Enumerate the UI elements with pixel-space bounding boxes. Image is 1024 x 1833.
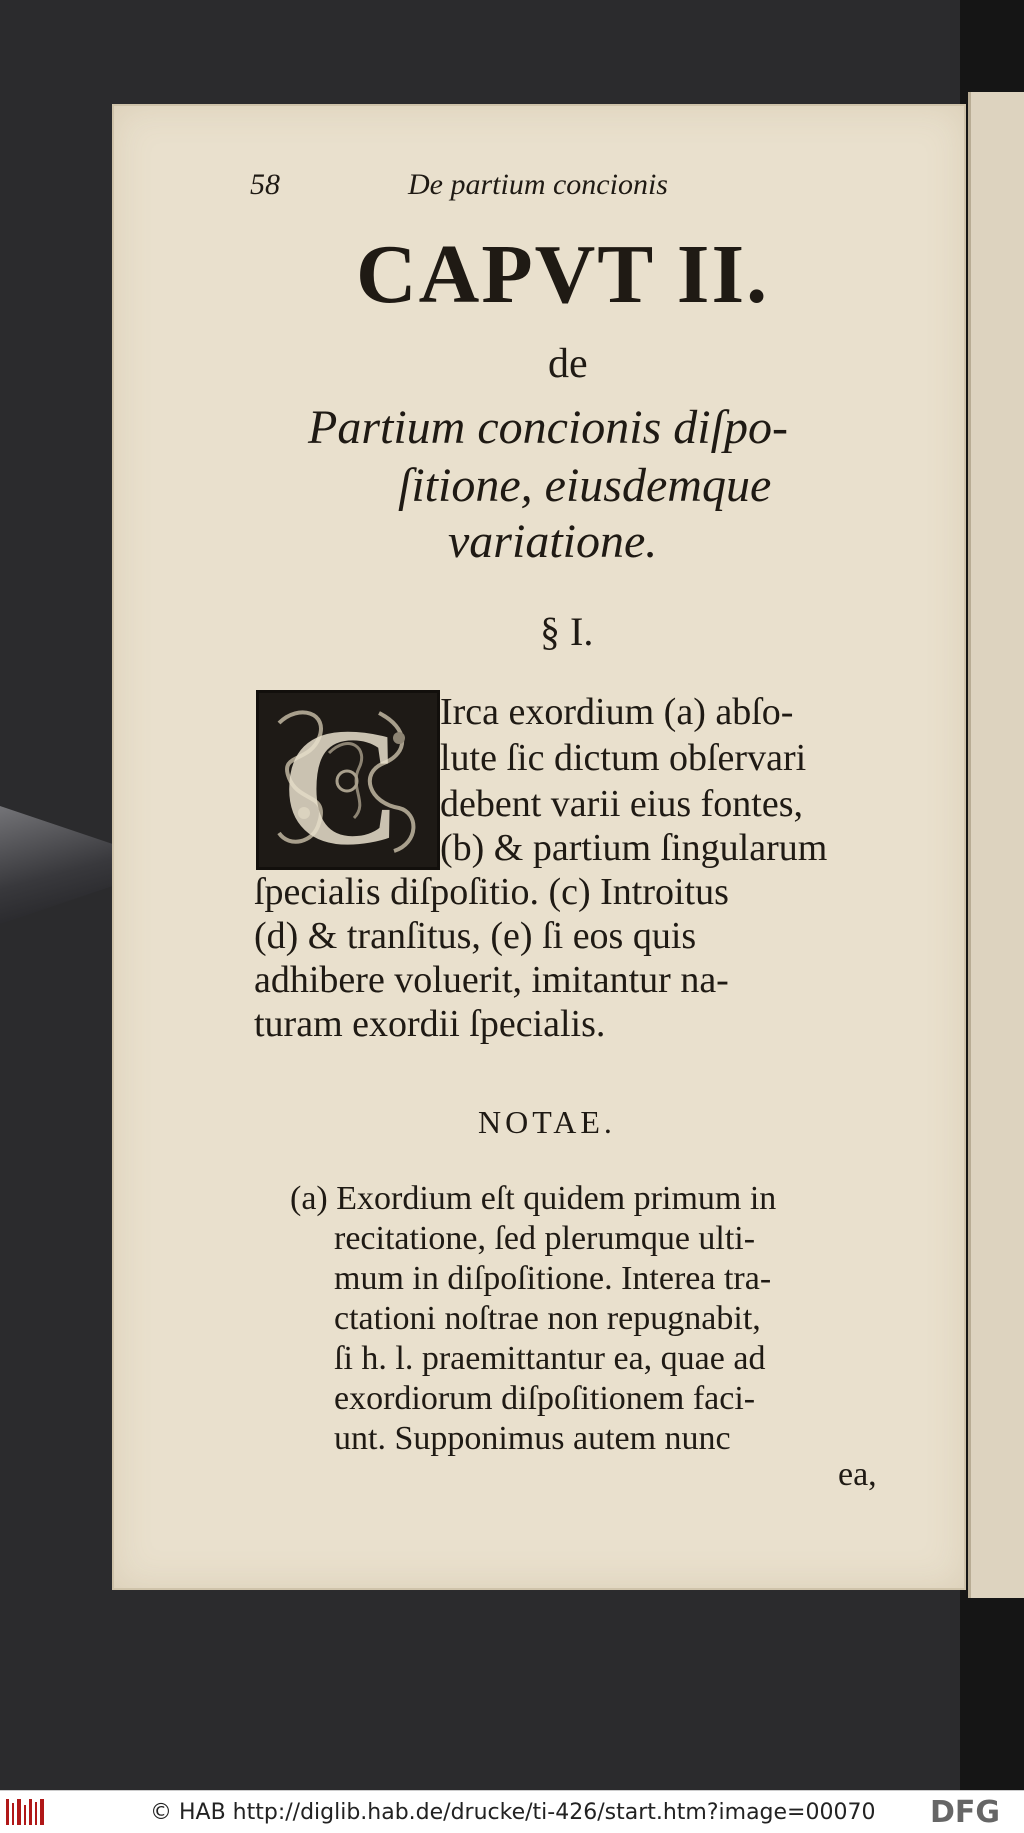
note-line: (a) Exordium eſt quidem primum in — [290, 1180, 777, 1217]
body-line: Irca exordium (a) abſo- — [440, 691, 794, 733]
body-line: ſpecialis diſpoſitio. (c) Introitus — [254, 871, 729, 913]
note-line: exordiorum diſpoſitionem faci- — [334, 1380, 756, 1417]
body-line: turam exordii ſpecialis. — [254, 1003, 606, 1045]
initial-letter: C — [281, 694, 403, 867]
note-line: recitatione, ſed plerumque ulti- — [334, 1220, 756, 1257]
notes-heading: NOTAE. — [478, 1104, 616, 1140]
note-line: unt. Supponimus autem nunc — [334, 1420, 731, 1457]
body-line: (d) & tranſitus, (e) ſi eos quis — [254, 915, 697, 957]
facing-page-edge — [968, 92, 1024, 1598]
hab-barcode-icon — [6, 1799, 46, 1825]
note-line: ctationi noſtrae non repugnabit, — [334, 1300, 761, 1337]
chapter-subtitle-line: ſitione, eiusdemque — [398, 459, 772, 512]
footer-bar — [0, 1790, 1024, 1833]
body-line: debent varii eius fontes, — [440, 783, 804, 825]
chapter-subtitle-line: variatione. — [448, 515, 658, 568]
catchword: ea, — [838, 1456, 877, 1493]
page-number: 58 — [250, 168, 280, 201]
chapter-de: de — [548, 341, 588, 387]
body-line: lute ſic dictum obſervari — [440, 737, 807, 779]
decorated-initial-art — [259, 693, 437, 867]
footer-copyright-link[interactable]: © HAB http://diglib.hab.de/drucke/ti-426/start.htm?image=00070 — [150, 1800, 876, 1825]
body-line: (b) & partium ſingularum — [440, 827, 828, 869]
chapter-title: CAPVT II. — [356, 228, 770, 321]
body-line: adhibere voluerit, imitantur na- — [254, 959, 729, 1001]
decorated-initial — [256, 690, 440, 870]
section-mark: § I. — [540, 609, 594, 654]
running-head: De partium concionis — [408, 168, 668, 201]
note-line: mum in diſpoſitione. Interea tra- — [334, 1260, 772, 1297]
scanner-clamp — [0, 806, 126, 924]
note-line: ſi h. l. praemittantur ea, quae ad — [334, 1340, 766, 1377]
chapter-subtitle-line: Partium concionis diſpo- — [308, 401, 788, 454]
dfg-logo: DFG — [930, 1795, 1001, 1830]
